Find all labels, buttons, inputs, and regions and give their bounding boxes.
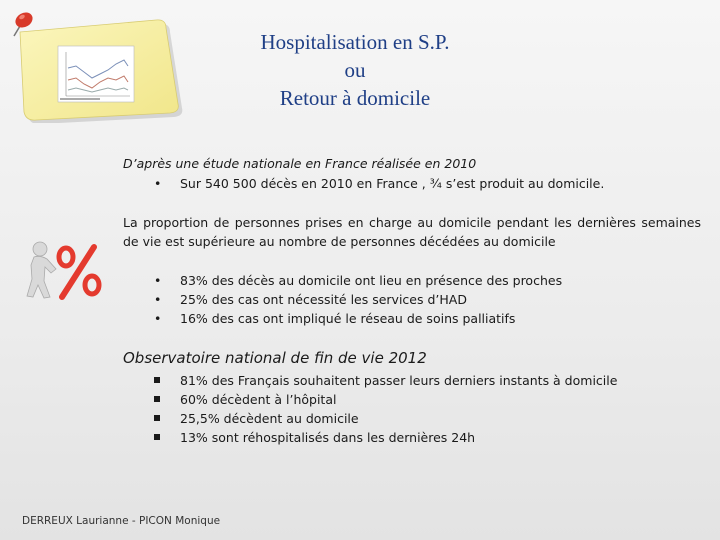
footer-authors: DERREUX Laurianne - PICON Monique <box>22 515 221 527</box>
list-item <box>154 371 617 390</box>
list-item <box>154 409 617 428</box>
proportion-paragraph: La proportion de personnes prises en charge au domicile pendant les dernières semaines de vie est supérieure au nombre de personnes décédées au domicile <box>123 215 701 249</box>
observatoire-item-text: 25,5% décèdent au domicile <box>180 411 359 426</box>
square-bullet-icon <box>154 409 180 428</box>
list-item <box>154 271 562 290</box>
bullet-icon: • <box>154 273 162 288</box>
observatoire-list <box>154 371 617 447</box>
observatoire-item-text: 81% des Français souhaitent passer leurs derniers instants à domicile <box>180 373 618 388</box>
list-item <box>154 390 617 409</box>
bullet-icon: • <box>154 176 162 191</box>
square-bullet-icon <box>154 428 180 447</box>
square-bullet-icon <box>154 371 180 390</box>
study-bullet-list <box>154 174 604 193</box>
title-line-1: Hospitalisation en S.P. <box>260 30 450 54</box>
study-bullet-text: Sur 540 500 décès en 2010 en France , ¾ s’est produit au domicile. <box>180 176 605 191</box>
stats-list <box>154 271 562 328</box>
observatoire-heading: Observatoire national de fin de vie 2012 <box>123 349 427 367</box>
list-item <box>154 309 562 328</box>
list-item <box>154 174 604 193</box>
bullet-icon: • <box>154 311 162 326</box>
title-line-3: Retour à domicile <box>279 86 431 110</box>
percent-figure-icon <box>20 235 110 305</box>
slide-title <box>200 28 510 112</box>
chart-thumbnail <box>58 46 134 102</box>
stat-text: 16% des cas ont impliqué le réseau de soins palliatifs <box>180 311 516 326</box>
bullet-icon: • <box>154 292 162 307</box>
title-line-2: ou <box>344 58 366 82</box>
sticky-note-icon <box>6 8 196 123</box>
study-intro: D’après une étude nationale en France réalisée en 2010 <box>123 156 477 171</box>
square-bullet-icon <box>154 390 180 409</box>
stat-text: 83% des décès au domicile ont lieu en présence des proches <box>180 273 563 288</box>
stat-text: 25% des cas ont nécessité les services d’HAD <box>180 292 467 307</box>
observatoire-item-text: 60% décèdent à l’hôpital <box>180 392 337 407</box>
observatoire-item-text: 13% sont réhospitalisés dans les dernières 24h <box>180 430 476 445</box>
push-pin-icon <box>6 8 36 42</box>
list-item <box>154 428 617 447</box>
list-item <box>154 290 562 309</box>
